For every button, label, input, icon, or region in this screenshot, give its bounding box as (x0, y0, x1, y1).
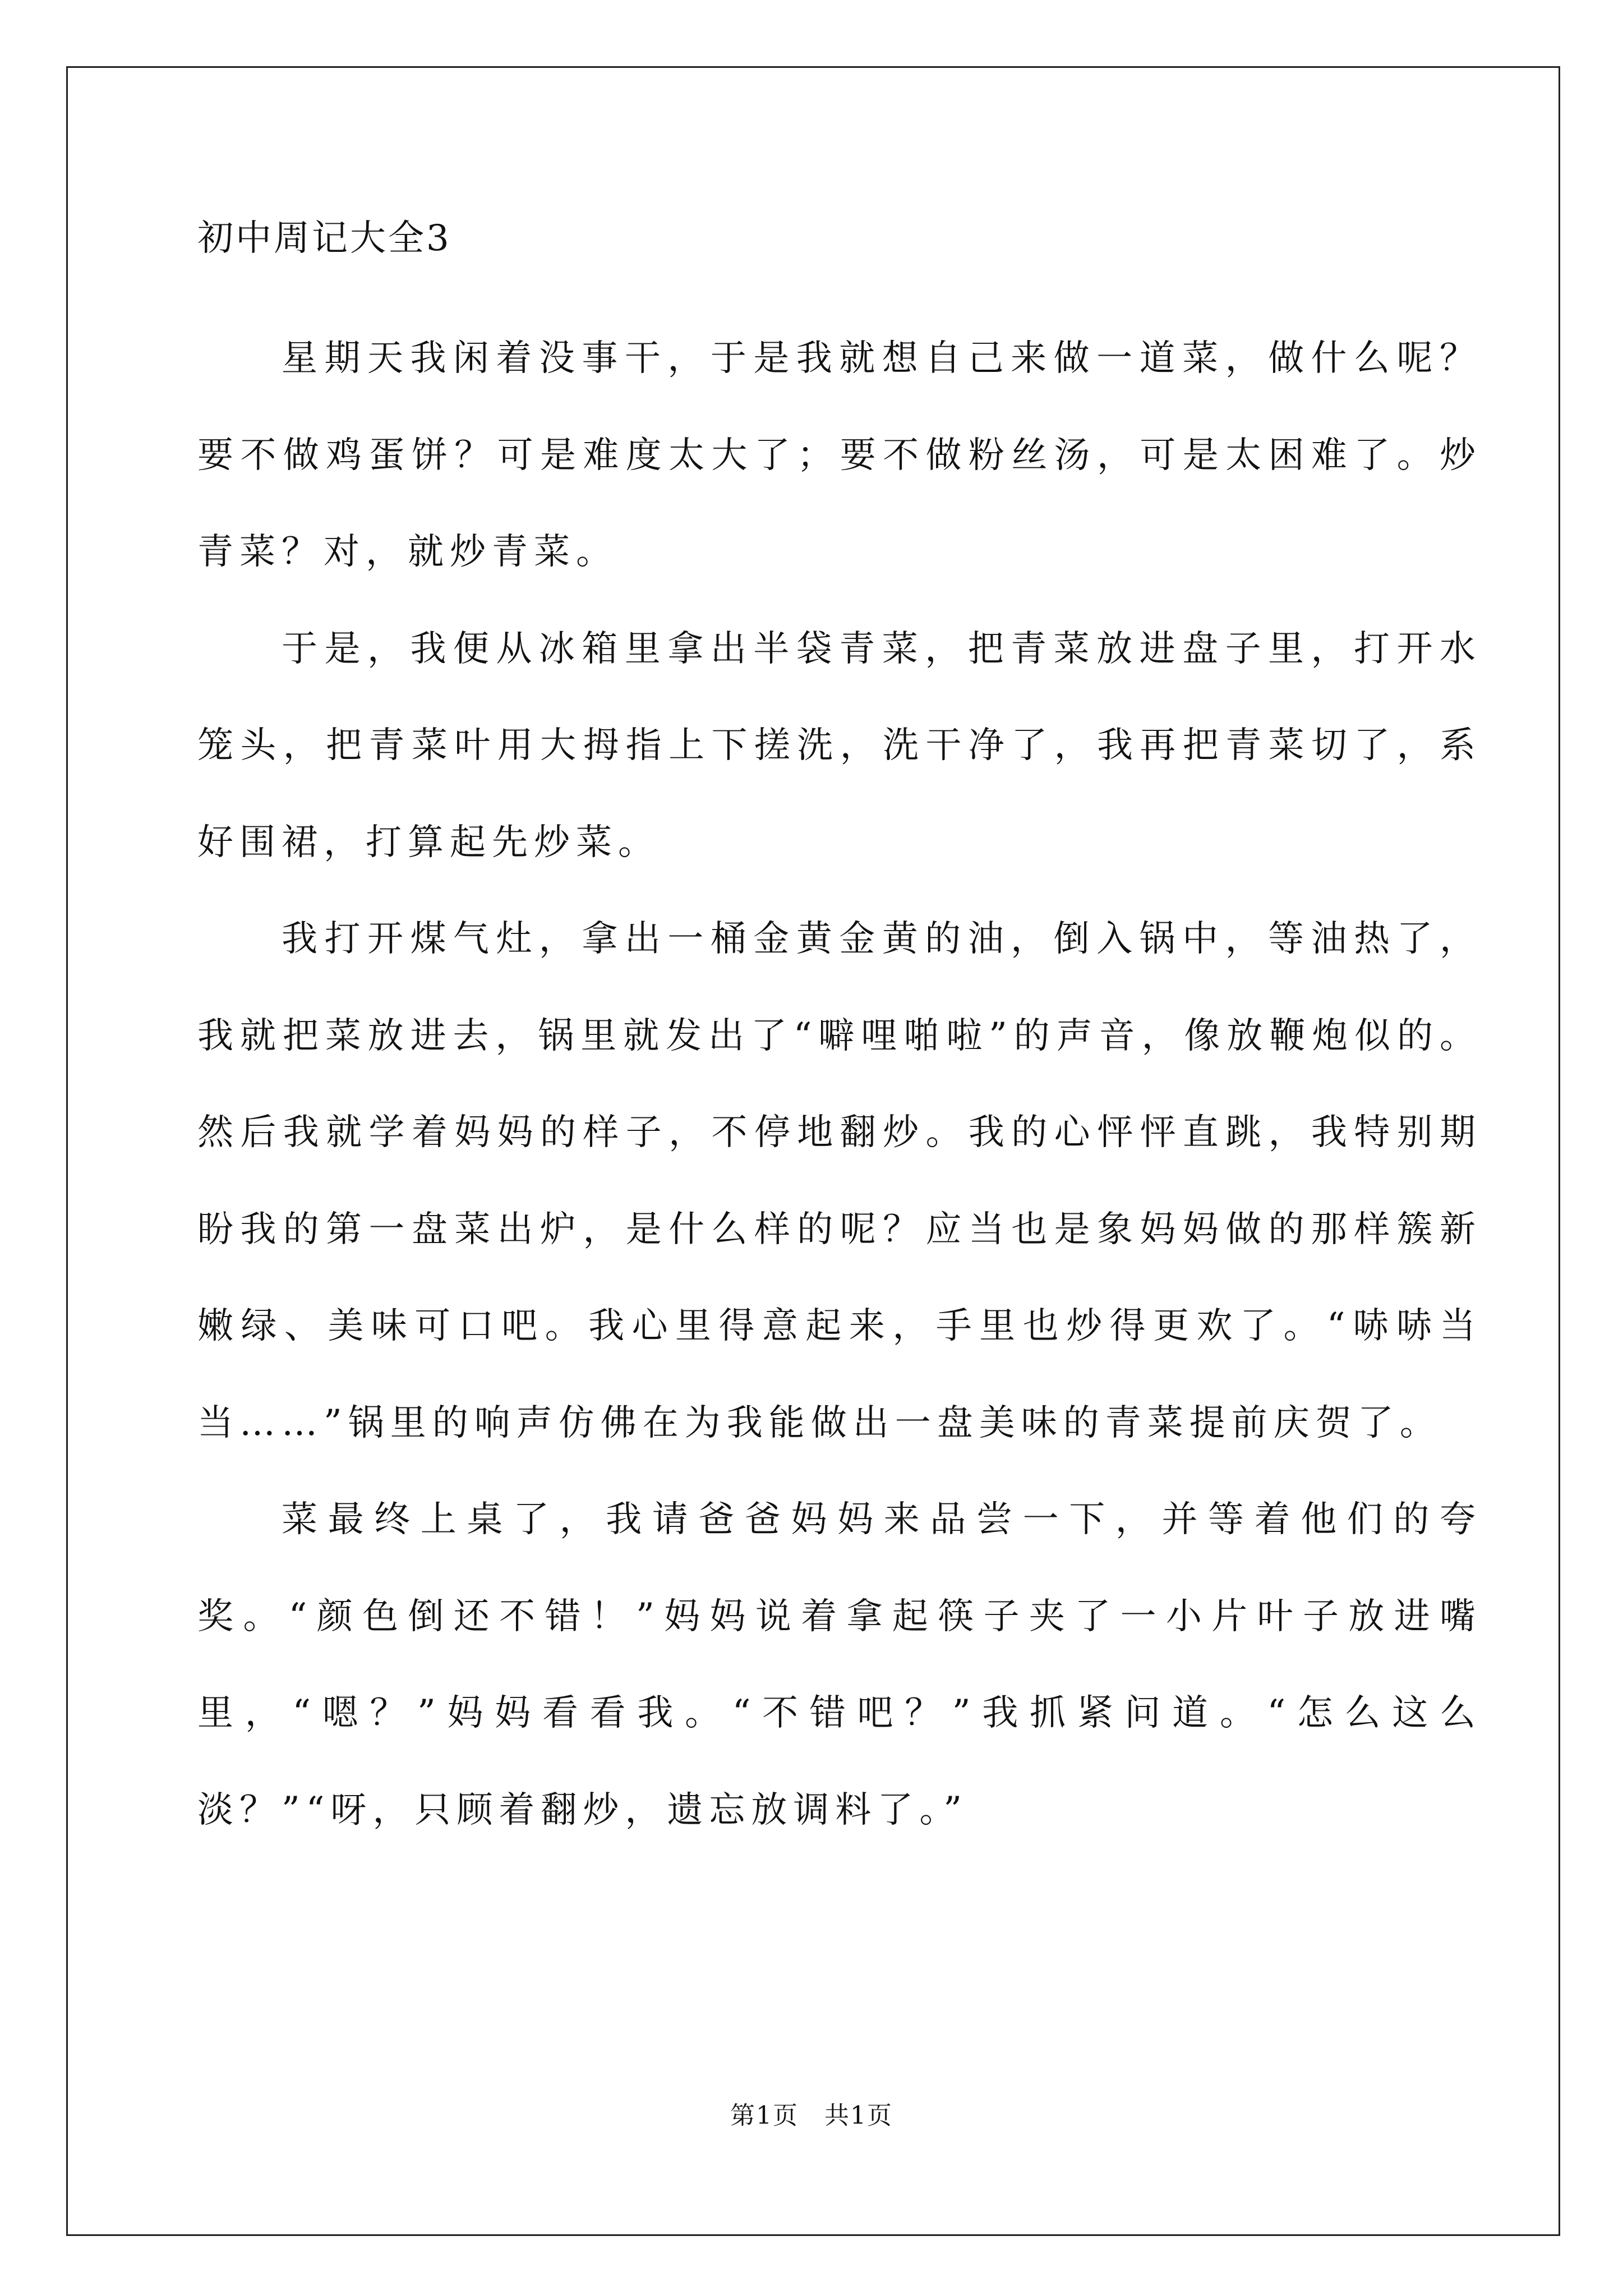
page-number: 第1页 共1页 (730, 2101, 893, 2130)
paragraph-4: 菜最终上桌了，我请爸爸妈妈来品尝一下，并等着他们的夸奖。“颜色倒还不错！”妈妈说着拿起筷子夹了一小片叶子放进嘴里，“嗯？”妈妈看看我。“不错吧？”我抓紧问道。“怎么这么淡？”“呀，只顾着翻炒，遗忘放调料了。” (197, 1499, 1482, 1831)
paragraph-1: 星期天我闲着没事干，于是我就想自己来做一道菜，做什么呢？要不做鸡蛋饼？可是难度太大了；要不做粉丝汤，可是太困难了。炒青菜？对，就炒青菜。 (197, 338, 1482, 573)
paragraph-3: 我打开煤气灶，拿出一桶金黄金黄的油，倒入锅中，等油热了，我就把菜放进去，锅里就发出了“噼哩啪啦”的声音，像放鞭炮似的。然后我就学着妈妈的样子，不停地翻炒。我的心怦怦直跳，我特别期盼我的第一盘菜出炉，是什么样的呢？应当也是象妈妈做的那样簇新嫩绿、美味可口吧。我心里得意起来，手里也炒得更欢了。“哧哧当当……”锅里的响声仿佛在为我能做出一盘美味的青菜提前庆贺了。 (197, 918, 1482, 1444)
document-title: 初中周记大全3 (197, 218, 451, 259)
document-body (197, 213, 1482, 1858)
paragraph-2: 于是，我便从冰箱里拿出半袋青菜，把青菜放进盘子里，打开水笼头，把青菜叶用大拇指上下搓洗，洗干净了，我再把青菜切了，系好围裙，打算起先炒菜。 (197, 628, 1482, 863)
